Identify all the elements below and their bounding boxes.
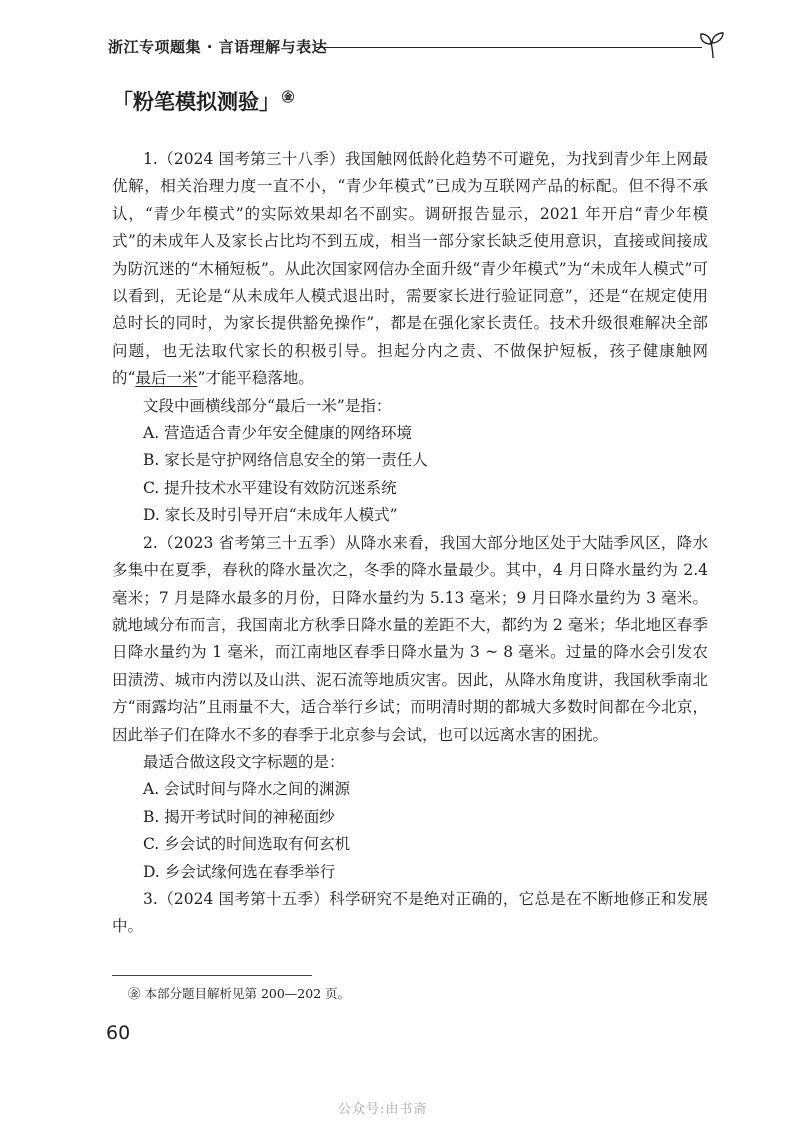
question-1-option-c: C. 提升技术水平建设有效防沉迷系统: [143, 478, 397, 497]
footnote-rule: [112, 975, 312, 976]
question-2-passage-text: 从降水来看，我国大部分地区处于大陆季风区，降水多集中在夏季，春秋的降水量次之，冬季的降水量最少。其中，4 月日降水量约为 2.4 毫米；7 月是降水最多的月份，日降水量约为 5.13 毫米；9 月日降水量约为 3 毫米。就地域分布而言，我国南北方秋季日降水量的差距不大，都约为 2 毫米；华北地区春季日降水量约为 1 毫米，而江南地区春季日降水量为 3 ~ 8 毫米。过量的降水会引发农田渍涝、城市内涝以及山洪、泥石流等地质灾害。因此，从降水角度讲，我国秋季南北方“雨露均沾”且雨量不大，适合举行乡试；而明清时期的都城大多数时间都在今北京，因此举子们在降水不多的春季于北京参与会试，也可以远离水害的困扰。: [112, 533, 708, 744]
header-title: 浙江专项题集 · 言语理解与表达: [108, 38, 328, 56]
footnote: ㊎ 本部分题目解析见第 200—202 页。: [128, 986, 351, 1001]
question-2-option-b: B. 揭开考试时间的神秘面纱: [143, 807, 335, 826]
question-2-option-d: D. 乡会试缘何选在春季举行: [143, 862, 336, 881]
watermark: 公众号:由书斋: [338, 1102, 428, 1117]
section-title: [112, 86, 294, 116]
section-title-text: 「粉笔模拟测验」: [112, 90, 280, 114]
question-1-passage-end: ”才能平稳落地。: [197, 369, 314, 388]
question-1-option-b: B. 家长是守护网络信息安全的第一责任人: [143, 451, 428, 470]
question-1-prompt: 文段中画横线部分“最后一米”是指：: [143, 396, 392, 415]
question-1-option-d: D. 家长及时引导开启“未成年人模式”: [143, 506, 398, 525]
running-header: [108, 30, 728, 60]
question-3-passage: [112, 886, 708, 941]
question-2-passage: [112, 530, 708, 749]
header-rule: [316, 47, 702, 48]
question-3-source: 3.（2024 国考第十五季）: [143, 889, 330, 908]
question-2-option-c: C. 乡会试的时间选取有何玄机: [143, 835, 351, 854]
question-2-source: 2.（2023 省考第三十五季）: [143, 533, 345, 552]
question-3-passage-text: 科学研究不是绝对正确的，它总是在不断地修正和发展中。: [112, 889, 708, 936]
question-1-source: 1.（2024 国考第三十八季）: [143, 150, 345, 168]
question-1-option-a: A. 营造适合青少年安全健康的网络环境: [143, 424, 413, 443]
question-1-passage-text: 我国触网低龄化趋势不可避免，为找到青少年上网最优解，相关治理力度一直不小，“青少年模式”已成为互联网产品的标配。但不得不承认，“青少年模式”的实际效果却名不副实。调研报告显示，2021 年开启“青少年模式”的未成年人及家长占比均不到五成，相当一部分家长缺乏使用意识，直接或间接成为防沉迷的“木桶短板”。从此次国家网信办全面升级“青少年模式”为“未成年人模式”可以看到，无论是“从未成年人模式退出时，需要家长进行验证同意”，还是“在规定使用总时长的同时，为家长提供豁免操作”，都是在强化家长责任。技术升级很难解决全部问题，也无法取代家长的积极引导。担起分内之责、不做保护短板，孩子健康触网的“: [112, 150, 708, 388]
question-content: [112, 146, 708, 941]
page-number: 60: [106, 1022, 131, 1044]
question-1-underlined: 最后一米: [135, 369, 198, 388]
section-mark: ㊎: [282, 90, 295, 104]
sprout-icon: [696, 30, 730, 60]
question-2-prompt: 最适合做这段文字标题的是：: [143, 752, 345, 771]
question-1-passage: [112, 146, 708, 393]
question-2-option-a: A. 会试时间与降水之间的渊源: [143, 780, 351, 799]
